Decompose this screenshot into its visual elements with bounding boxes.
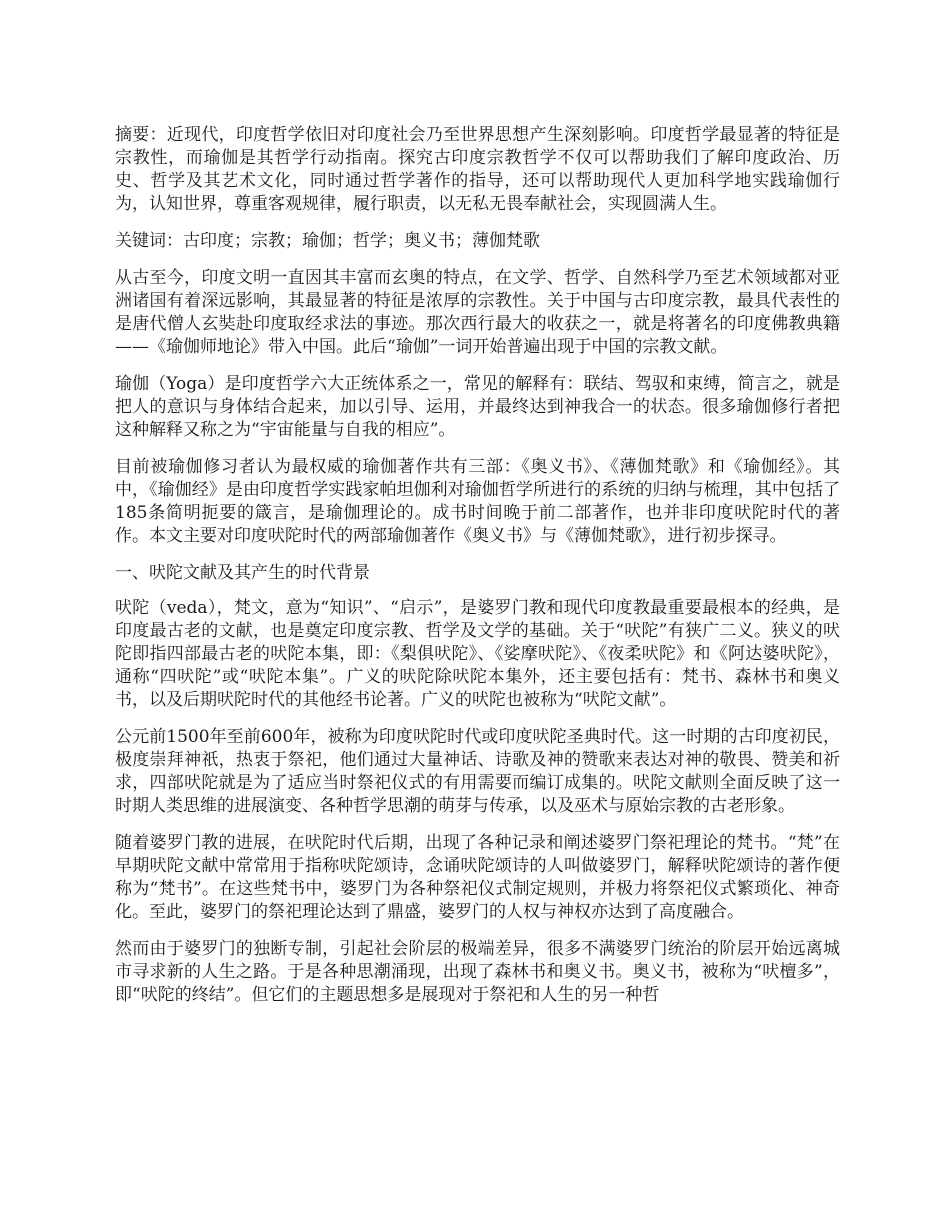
section-paragraph: 公元前1500年至前600年，被称为印度吠陀时代或印度吠陀圣典时代。这一时期的古印度初民，极度崇拜神祇，热衷于祭祀，他们通过大量神话、诗歌及神的赞歌来表达对神的敬畏、赞美和祈求，四部吠陀就是为了适应当时祭祀仪式的有用需要而编订成集的。吠陀文献则全面反映了这一时期人类思维的进展演变、各种哲学思潮的萌芽与传承，以及巫术与原始宗教的古老形象。 <box>115 727 840 816</box>
body-paragraph: 从古至今，印度文明一直因其丰富而玄奥的特点，在文学、哲学、自然科学乃至艺术领域都对亚洲诸国有着深远影响，其最显著的特征是浓厚的宗教性。关于中国与古印度宗教，最具代表性的是唐代僧人玄奘赴印度取经求法的事迹。那次西行最大的收获之一，就是将著名的印度佛教典籍——《瑜伽师地论》带入中国。此后“瑜伽”一词开始普遍出现于中国的宗教文献。 <box>115 268 840 357</box>
body-paragraph: 目前被瑜伽修习者认为最权威的瑜伽著作共有三部：《奥义书》、《薄伽梵歌》和《瑜伽经》。其中，《瑜伽经》是由印度哲学实践家帕坦伽利对瑜伽哲学所进行的系统的归纳与梳理，其中包括了185条简明扼要的箴言，是瑜伽理论的。成书时间晚于前二部著作，也并非印度吠陀时代的著作。本文主要对印度吠陀时代的两部瑜伽著作《奥义书》与《薄伽梵歌》，进行初步探寻。 <box>115 457 840 546</box>
abstract-paragraph: 摘要：近现代，印度哲学依旧对印度社会乃至世界思想产生深刻影响。印度哲学最显著的特征是宗教性，而瑜伽是其哲学行动指南。探究古印度宗教哲学不仅可以帮助我们了解印度政治、历史、哲学及其艺术文化，同时通过哲学著作的指导，还可以帮助现代人更加科学地实践瑜伽行为，认知世界，尊重客观规律，履行职责，以无私无畏奉献社会，实现圆满人生。 <box>115 125 840 214</box>
keywords-line: 关键词：古印度；宗教；瑜伽；哲学；奥义书；薄伽梵歌 <box>115 231 540 251</box>
section-paragraph: 吠陀（veda），梵文，意为“知识”、“启示”，是婆罗门教和现代印度教最重要最根本的经典，是印度最古老的文献，也是奠定印度宗教、哲学及文学的基础。关于“吠陀”有狭广二义。狭义的吠陀即指四部最古老的吠陀本集，即：《梨俱吠陀》、《娑摩吠陀》、《夜柔吠陀》和《阿达婆吠陀》，通称“四吠陀”或“吠陀本集”。广义的吠陀除吠陀本集外，还主要包括有：梵书、森林书和奥义书，以及后期吠陀时代的其他经书论著。广义的吠陀也被称为“吠陀文献”。 <box>115 598 840 710</box>
section-paragraph: 然而由于婆罗门的独断专制，引起社会阶层的极端差异，很多不满婆罗门统治的阶层开始远离城市寻求新的人生之路。于是各种思潮涌现，出现了森林书和奥义书。奥义书，被称为“吠檀多”，即“吠陀的终结”。但它们的主题思想多是展现对于祭祀和人生的另一种哲 <box>115 939 840 1005</box>
body-paragraph: 瑜伽（Yoga）是印度哲学六大正统体系之一，常见的解释有：联结、驾驭和束缚，简言之，就是把人的意识与身体结合起来，加以引导、运用，并最终达到神我合一的状态。很多瑜伽修行者把这种解释又称之为“宇宙能量与自我的相应”。 <box>115 374 840 440</box>
section-heading: 一、吠陀文献及其产生的时代背景 <box>115 563 370 583</box>
document-page <box>115 124 840 1021</box>
section-paragraph: 随着婆罗门教的进展，在吠陀时代后期，出现了各种记录和阐述婆罗门祭祀理论的梵书。“梵”在早期吠陀文献中常常用于指称吠陀颂诗，念诵吠陀颂诗的人叫做婆罗门，解释吠陀颂诗的著作便称为“梵书”。在这些梵书中，婆罗门为各种祭祀仪式制定规则，并极力将祭祀仪式繁琐化、神奇化。至此，婆罗门的祭祀理论达到了鼎盛，婆罗门的人权与神权亦达到了高度融合。 <box>115 833 840 922</box>
